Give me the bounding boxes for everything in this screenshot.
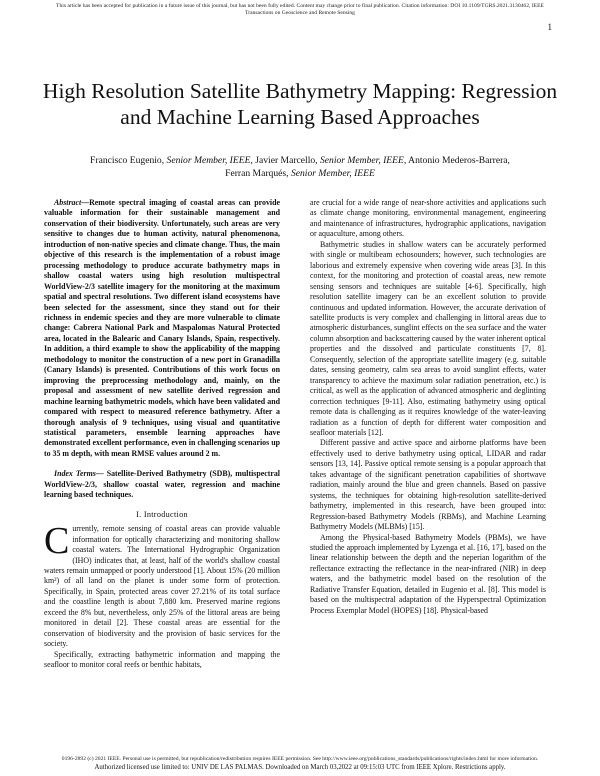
author-2-role: Senior Member, IEEE [319, 155, 404, 166]
page-number: 1 [547, 22, 552, 32]
intro-paragraph-1 [44, 520, 280, 649]
author-list [40, 154, 560, 180]
author-3: , Antonio Mederos-Barrera, [403, 155, 510, 166]
section-heading-introduction: I. Introduction [136, 509, 188, 519]
author-1-role: Senior Member, IEEE [166, 155, 251, 166]
right-paragraph-1: are crucial for a wide range of near-shore activities and applications such as climate change monitoring, environmental management, engineering and maintenance of infrastructures, hydrographic applications, navigation or aquaculture, among others. [310, 198, 546, 239]
header-line-2: Transactions on Geoscience and Remote Sensing [245, 10, 355, 16]
copyright-footer: 0196-2892 (c) 2021 IEEE. Personal use is permitted, but republication/redistribution requires IEEE permission. See http://www.ieee.org/publications_standards/publications/rights/index.html for more information. [61, 756, 539, 762]
index-terms [44, 469, 280, 500]
right-paragraph-3: Different passive and active space and airborne platforms have been effectively used to derive bathymetry using optical, LIDAR and radar sensors [13, 14]. Passive optical remote sensing is a popular approach that takes advantage of the significant penetration capabilities of shortwave radiation, mainly around the blue and green channels. Based on passive systems, the techniques for obtaining high-resolution satellite-derived bathymetry, implemented in this research, have been grouped into: Regression-based Bathymetry Models (RBMs), and Machine Learning Bathymetry Models (MLBMs) [15]. [310, 438, 546, 532]
drop-cap: C [44, 520, 70, 563]
left-column [44, 198, 280, 670]
author-2: , Javier Marcello, [250, 155, 320, 166]
license-footer: Authorized licensed use limited to: UNIV DE LAS PALMAS. Downloaded on March 03,2022 at 09:15:03 UTC from IEEE Xplore. Restrictions apply. [94, 764, 506, 771]
abstract [44, 198, 280, 459]
right-paragraph-4: Among the Physical-based Bathymetry Models (PBMs), we have studied the approach implemented by Lyzenga et al. [16, 17], based on the linear relationship between the depth and the neperian logarithm of the reflectance extracting the reflectance in the near-infrared (NIR) in deep waters, and the bathymetric model based on the resolution of the Radiative Transfer Equation, detailed in Eugenio et al. [8]. This model is based on the multispectral adaptation of the Hyperspectral Optimization Process Exemplar Model (HOPES) [18]. Physical-based [310, 532, 546, 615]
paper-title: High Resolution Satellite Bathymetry Mapping: Regression and Machine Learning Based Approaches [42, 79, 558, 130]
author-4: Ferran Marqués, [225, 168, 291, 179]
right-column [310, 198, 546, 616]
journal-header [14, 3, 586, 17]
abstract-lead: Abstract [54, 198, 82, 207]
author-4-role: Senior Member, IEEE [290, 168, 375, 179]
abstract-text: —Remote spectral imaging of coastal areas can provide valuable information for their sustainable management and conservation of their biodiversity. Unfortunately, such areas are very sensitive to changes due to human activity, natural phenomenona, introduction of non-native species and climate change. Thus, the main objective of this research is the implementation of a robust image processing methodology to produce accurate bathymetry maps in shallow coastal waters using high resolution multispectral WorldView-2/3 satellite imagery for the monitoring at the maximum spatial and spectral resolutions. Two different island ecosystems have been selected for the assessment, since they stand out for their richness in endemic species and they are more vulnerable to climate change: Cabrera National Park and Maspalomas Natural Protected area, located in the Balearic and Canary Islands, Spain, respectively. In addition, a third example to show the applicability of the mapping methodology to monitor the construction of a new port in Granadilla (Canary Islands) is presented. Contributions of this work focus on improving the preprocessing methodology and, mainly, on the proposal and assessment of new satellite derived regression and machine learning bathymetric models, which have been validated and compared with respect to measured reference bathymetry. After a thorough analysis of 9 techniques, using visual and quantitative statistical parameters, ensemble learning approaches have demonstrated excellent performance, even in challenging scenarios up to 35 m depth, with mean RMSE values around 2 m. [44, 198, 280, 458]
header-line-1: This article has been accepted for publication in a future issue of this journal, but has not been fully edited. Content may change prior to final publication. Citation information: DOI 10.1109/TGRS.2021.3130462, IEEE [56, 3, 544, 9]
intro-paragraph-2: Specifically, extracting bathymetric information and mapping the seafloor to monitor coral reefs or benthic habitats, [44, 649, 280, 670]
intro-p1-text: urrently, remote sensing of coastal areas can provide valuable information for optically characterizing and monitoring shallow coastal waters. The International Hydrographic Organization (IHO) indicates that, at least, half of the world's shallow coastal waters remain unmapped or poorly understood [1]. About 15% (20 million km²) of all land on the planet is under some form of protection. Specifically, in Spain, protected areas cover 27.21% of its total surface and the coastline length is about 7,880 km. Preserved marine regions exceed the 8% but, nevertheless, only 25% of the littoral areas are being monitored in detail [2]. These coastal areas are essential for the conservation of biodiversity and the provision of basic services for the society. [44, 524, 280, 649]
index-terms-text: — Satellite-Derived Bathymetry (SDB), multispectral WorldView-2/3, shallow coastal water, regression and machine learning based techniques. [44, 469, 280, 500]
index-terms-lead: Index Terms [54, 469, 96, 479]
author-1: Francisco Eugenio, [90, 155, 167, 166]
right-paragraph-2: Bathymetric studies in shallow waters can be accurately performed with single or multibeam echosounders; however, such technologies are laborious and extremely expensive when covering wide areas [3]. In this context, for the monitoring and protection of coastal areas, new remote sensing sensors and techniques are suitable [4-6]. Specifically, high resolution satellite imagery can be an excellent solution to provide continuous and updated information. However, the accurate derivation of satellite products is very complex and challenging in littoral areas due to atmospheric disturbances, sunglint effects on the sea surface and the water column absorption and backscattering caused by the water inherent optical properties and the dissolved and particulate constituents [7, 8]. Consequently, selection of the appropriate satellite imagery (e.g. suitable dates, sensing geometry, calm sea areas to avoid sunglint effects, water transparency to achieve the maximum solar radiation penetration, etc.) is critical, as well as the application of advanced atmospheric and deglinting correction techniques [9-11]. Also, estimating bathymetry using optical remote data is challenging as it requires knowledge of the water-leaving radiation as a function of depth for different water composition and seafloor materials [12]. [310, 239, 546, 437]
